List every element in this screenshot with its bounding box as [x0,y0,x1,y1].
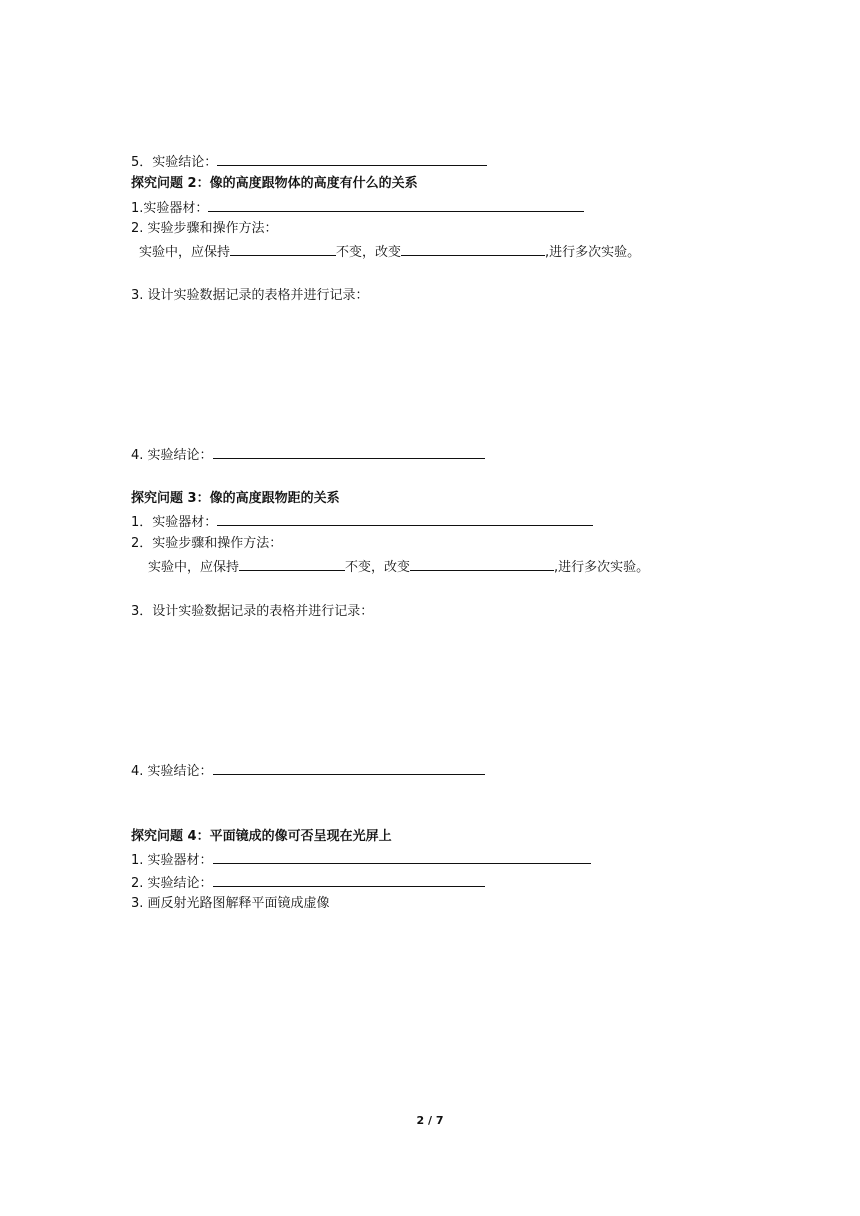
answer-blank[interactable] [401,242,545,256]
answer-blank[interactable] [410,557,554,571]
equipment-label: 1．实验器材： [131,515,218,530]
equipment-label: 1. 实验器材： [131,853,213,868]
q2-steps-line: 实验中，应保持 不变，改变 ,进行多次实验。 [139,242,640,262]
conclusion-label: 4. 实验结论： [131,448,213,463]
conclusion-label: 5．实验结论： [131,155,218,170]
q3-steps-line: 实验中，应保持 不变，改变 ,进行多次实验。 [148,557,649,577]
answer-blank[interactable] [213,445,485,459]
q3-table-heading: 3．设计实验数据记录的表格并进行记录： [131,604,374,619]
page-number: 2 / 7 [416,1114,444,1127]
question-4-title: 探究问题 4：平面镜成的像可否呈现在光屏上 [131,829,392,844]
answer-blank[interactable] [213,873,485,887]
q4-conclusion-line [131,873,485,893]
q3-steps-heading: 2．实验步骤和操作方法： [131,536,283,551]
conclusion-label: 2. 实验结论： [131,876,213,891]
question-2-title: 探究问题 2：像的高度跟物体的高度有什么的关系 [131,176,418,191]
conclusion-line-5 [131,152,487,172]
q4-equipment-line [131,850,591,870]
q3-equipment-line [131,512,593,532]
question-3-title: 探究问题 3：像的高度跟物距的关系 [131,491,340,506]
equipment-label: 1.实验器材： [131,201,209,216]
q2-equipment-line [131,198,584,218]
q4-diagram-instruction: 3. 画反射光路图解释平面镜成虚像 [131,896,330,911]
answer-blank[interactable] [239,557,345,571]
q2-table-heading: 3. 设计实验数据记录的表格并进行记录： [131,288,369,303]
conclusion-label: 4. 实验结论： [131,764,213,779]
answer-blank[interactable] [230,242,336,256]
answer-blank[interactable] [217,512,593,526]
answer-blank[interactable] [217,152,487,166]
answer-blank[interactable] [213,850,591,864]
q3-conclusion-line [131,761,485,781]
q2-conclusion-line [131,445,485,465]
answer-blank[interactable] [213,761,485,775]
answer-blank[interactable] [208,198,584,212]
q2-steps-heading: 2. 实验步骤和操作方法： [131,221,278,236]
